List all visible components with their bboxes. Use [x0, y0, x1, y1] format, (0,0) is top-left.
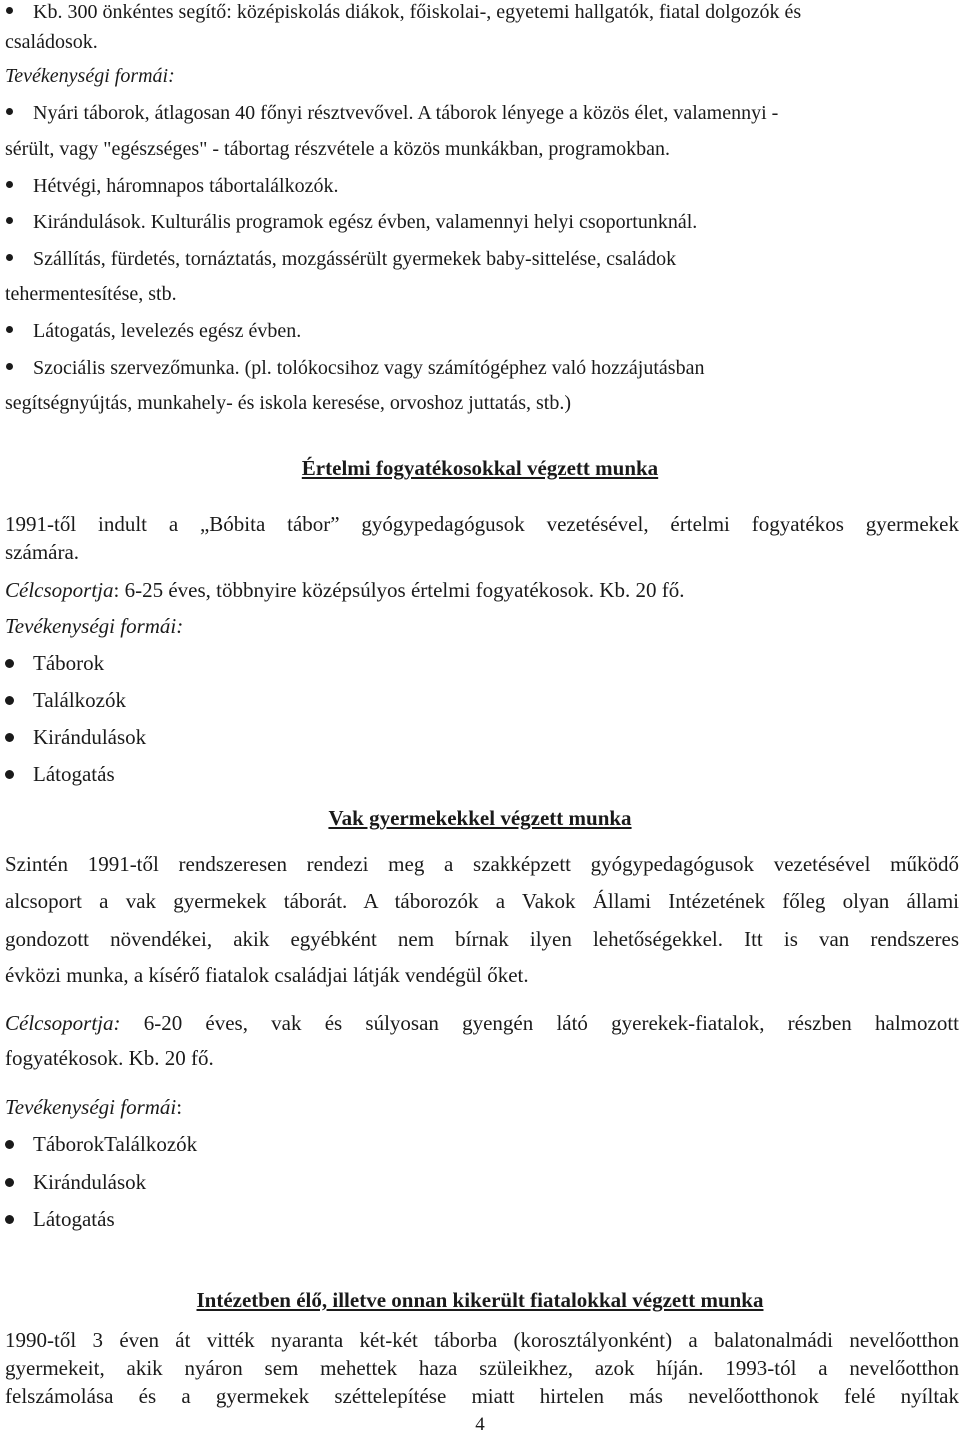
section-heading	[0, 456, 960, 480]
list-item-continuation: segítségnyújtás, munkahely- és iskola keresése, orvoshoz juttatás, stb.)	[5, 392, 571, 414]
paragraph-line: évközi munka, a kísérő fiatalok családjai látják vendégül őket.	[5, 963, 529, 987]
bullet-icon	[6, 108, 13, 115]
activities-label: Tevékenységi formái:	[5, 614, 184, 638]
target-group-line	[5, 1011, 959, 1035]
list-item: Találkozók	[33, 688, 126, 712]
section-heading	[0, 806, 960, 830]
paragraph-line: felszámolása és a gyermekek széttelepítése miatt hirtelen más nevelőotthonok felé nyíltak	[5, 1384, 959, 1408]
list-item: Szociális szervezőmunka. (pl. tolókocsihoz vagy számítógéphez való hozzájutásban	[33, 357, 705, 379]
bullet-icon	[5, 1178, 14, 1187]
activities-colon: :	[176, 1095, 183, 1119]
list-item-continuation: tehermentesítése, stb.	[5, 283, 177, 305]
paragraph-line: 1990-től 3 éven át vitték nyaranta két-két táborba (korosztályonként) a balatonalmádi nevelőotthon	[5, 1328, 959, 1352]
bullet-icon	[5, 733, 14, 742]
target-label: Célcsoportja:	[5, 1011, 121, 1035]
target-text: : 6-25 éves, többnyire középsúlyos értelmi fogyatékosok. Kb. 20 fő.	[113, 578, 685, 602]
paragraph-line: gondozott növendékei, akik egyébként nem bírnak ilyen lehetőségekkel. Itt is van rendszeres	[5, 927, 959, 951]
list-item: Látogatás	[33, 762, 115, 786]
list-item: Táborok	[33, 651, 105, 675]
bullet-icon	[5, 696, 14, 705]
paragraph-line: gyermekeit, akik nyáron sem mehettek haza szüleikhez, azok híján. 1993-tól a nevelőotthon	[5, 1356, 959, 1380]
paragraph-line: számára.	[5, 540, 80, 564]
bullet-icon	[6, 363, 13, 370]
target-group-continuation: fogyatékosok. Kb. 20 fő.	[5, 1046, 214, 1070]
activities-label-line	[5, 1095, 182, 1119]
target-text: 6-20 éves, vak és súlyosan gyengén látó gyerekek-fiatalok, részben halmozott	[120, 1011, 959, 1035]
activities-label: Tevékenységi formái:	[5, 65, 175, 87]
bullet-icon	[5, 1215, 14, 1224]
paragraph-line: 1991-től indult a „Bóbita tábor” gyógypedagógusok vezetésével, értelmi fogyatékos gyermekek	[5, 512, 959, 536]
bullet-icon	[6, 326, 13, 333]
list-item: Nyári táborok, átlagosan 40 főnyi résztvevővel. A táborok lényege a közös élet, valamennyi -	[33, 102, 779, 124]
list-item: TáborokTalálkozók	[33, 1132, 198, 1156]
list-item: Hétvégi, háromnapos tábortalálkozók.	[33, 175, 339, 197]
heading-text: Intézetben élő, illetve onnan kikerült fiatalokkal végzett munka	[196, 1288, 764, 1312]
bullet-icon	[5, 1140, 14, 1149]
target-group-line	[5, 578, 684, 602]
bullet-icon	[6, 181, 13, 188]
list-item: Kirándulások	[33, 1170, 147, 1194]
list-item: Kirándulások. Kulturális programok egész évben, valamennyi helyi csoportunknál.	[33, 211, 698, 233]
bullet-icon	[6, 217, 13, 224]
list-item: Szállítás, fürdetés, tornáztatás, mozgássérült gyermekek baby-sittelése, családok	[33, 248, 677, 270]
activities-label: Tevékenységi formái	[5, 1095, 177, 1119]
bullet-icon	[6, 254, 13, 261]
paragraph-line: alcsoport a vak gyermekek táborát. A táborozók a Vakok Állami Intézetének főleg olyan állami	[5, 889, 959, 913]
list-item: Látogatás, levelezés egész évben.	[33, 320, 302, 342]
bullet-icon	[5, 659, 14, 668]
paragraph-line: Szintén 1991-től rendszeresen rendezi meg a szakképzett gyógypedagógusok vezetésével működő	[5, 852, 959, 876]
list-item: Látogatás	[33, 1207, 115, 1231]
target-label: Célcsoportja	[5, 578, 114, 602]
bullet-icon	[5, 770, 14, 779]
list-item: Kb. 300 önkéntes segítő: középiskolás diákok, főiskolai-, egyetemi hallgatók, fiatal dolgozók és	[33, 1, 802, 23]
page-number: 4	[475, 1414, 485, 1435]
heading-text: Értelmi fogyatékosokkal végzett munka	[301, 456, 659, 480]
section-heading	[0, 1288, 960, 1312]
list-item-continuation: családosok.	[5, 31, 98, 53]
bullet-icon	[6, 7, 13, 14]
heading-text: Vak gyermekekkel végzett munka	[328, 806, 632, 830]
list-item-continuation: sérült, vagy "egészséges" - tábortag részvétele a közös munkákban, programokban.	[5, 138, 670, 160]
list-item: Kirándulások	[33, 725, 147, 749]
